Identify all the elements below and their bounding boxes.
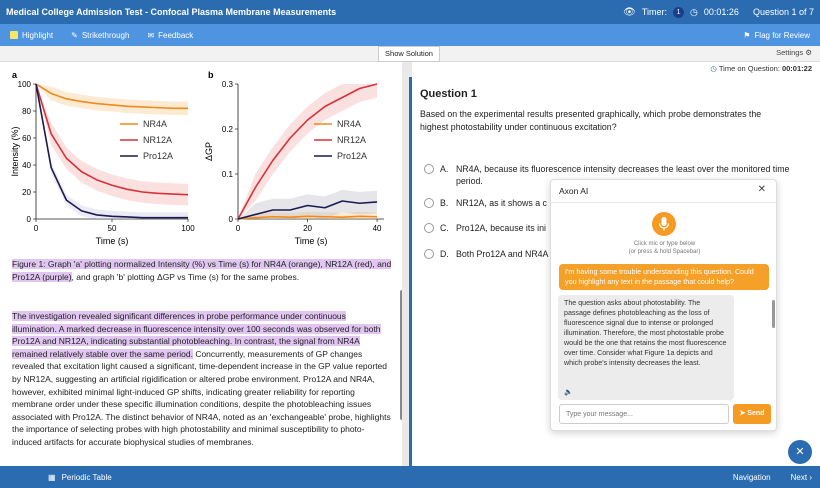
x-tick-label: 50 [107,224,117,233]
ai-chat-panel [550,179,777,431]
send-button[interactable] [733,404,771,424]
feedback-button[interactable] [147,31,193,40]
user-message: I'm having some trouble understanding this question. Could you highlight any text in the passage that could help? [559,264,769,290]
time-on-question-label: Time on Question: [718,64,780,73]
exam-title: Medical College Admission Test - Confocal Plasma Membrane Measurements [6,7,337,17]
highlight-button[interactable] [10,31,53,40]
y-tick-label: 0 [228,215,233,224]
mic-note-line-1: Click mic or type below [633,241,696,247]
chat-fab-button[interactable] [788,440,812,464]
assistant-message-text: The question asks about photostability. The passage defines photobleaching as the loss of fluorescence signal due to intense or prolonged illumination. Therefore, the most photostable probe would be the one that retains the most fluorescence over time. Consider what Figure 1a depicts and which probe's intensity decreases the least. [564,299,727,367]
x-tick-label: 100 [181,224,195,233]
microphone-icon [652,212,676,236]
figure-caption [12,258,392,284]
y-tick-label: 80 [22,107,31,116]
option-letter: B. [440,198,449,208]
y-tick-label: 40 [22,161,31,170]
legend-label: NR12A [337,135,367,145]
highlight-icon [10,31,18,39]
grid-icon: ▦ [48,472,56,482]
option-text: NR4A, because its fluorescence intensity decreases the least over the monitored time period. [455,164,790,186]
option-text: NR12A, as it shows a c [456,198,547,208]
option-d-radio[interactable] [424,249,434,259]
option-letter: C. [440,223,449,233]
panel-label: a [12,70,18,80]
paragraph-highlight: The investigation revealed significant differences in probe performance under continuous illumination. A marked decrease in fluorescence intensity over 100 seconds was observed for both Pro12A and NR12A, indicating substantial photobleaching. In contrast, the signal from NR4A remained relatively stable over the same period. [12,311,381,359]
y-tick-label: 0 [26,215,31,224]
mic-button[interactable] [652,212,676,236]
flag-label: Flag for Review [754,30,810,40]
strikethrough-button[interactable] [71,31,129,40]
question-text: Based on the experimental results presented graphically, which probe demonstrates the highest photostability under continuous excitation? [420,109,762,132]
x-axis-label: Time (s) [95,236,129,246]
figure-1 [12,72,392,258]
chat-message-input[interactable] [559,404,729,424]
close-icon[interactable]: ✕ [757,184,766,195]
time-on-question-value: 00:01:22 [781,64,812,73]
strikethrough-icon: ✎ [71,30,78,40]
x-tick-label: 0 [33,224,39,233]
y-tick-label: 60 [22,134,31,143]
option-b-radio[interactable] [424,198,434,208]
periodic-table-button[interactable] [48,473,112,482]
legend-label: NR4A [143,119,168,129]
timer-label: Timer: [641,7,668,17]
mic-instructions [551,240,778,256]
question-heading: Question 1 [420,88,477,100]
show-solution-button[interactable]: Show Solution [378,46,440,62]
chat-scrollbar[interactable] [772,300,775,328]
pane-divider[interactable] [402,62,412,466]
send-icon: ➤ [739,410,746,417]
option-c[interactable] [424,222,546,234]
assistant-message [558,295,734,400]
option-letter: A. [440,164,449,174]
timer-value: 00:01:26 [703,7,739,17]
flag-for-review-button[interactable] [743,31,810,40]
series-band [36,84,188,115]
option-text: Both Pro12A and NR4A [456,249,549,259]
paragraph-rest: Concurrently, measurements of GP changes revealed that excitation light caused a significant, time-dependent increase in the GP value reported by NR12A, suggesting an artificial rigidification or altered probe environment. Pro12A and NR4A, however, exhibited minimal light-induced GP shifts, indicating greater reliability for reporting membrane order under these specific illumination conditions, despite the photobleaching issues associated with Pro12A. The distinct behavior of NR4A, noted as an 'exchangeable' probe, highlights the importance of selecting probes with high photostability and minimal susceptibility to photo-induced artifacts for accurate biophysical studies of membranes. [12,348,391,447]
chat-title: Axon AI [559,186,589,196]
option-d[interactable] [424,248,548,260]
next-label: Next [790,472,808,482]
time-on-question [710,64,812,73]
timer-badge: 1 [673,7,684,18]
y-axis-label: ΔGP [204,141,214,162]
option-c-radio[interactable] [424,223,434,233]
y-axis-label: Intensity (%) [10,126,20,177]
periodic-table-label: Periodic Table [61,472,112,482]
close-icon: ✕ [795,446,805,458]
settings-label: Settings [776,48,804,57]
panel-label: b [208,70,214,80]
flag-icon: ⚑ [743,30,751,40]
passage-paragraph [12,310,392,449]
mic-note-line-2: (or press & hold Spacebar) [628,249,701,255]
navigation-button[interactable]: Navigation [732,472,771,482]
x-tick-label: 0 [235,224,241,233]
eye-icon[interactable]: 👁 [623,6,636,18]
option-b[interactable] [424,197,547,209]
next-button[interactable] [791,473,812,482]
title-bar [0,0,820,24]
y-tick-label: 20 [22,188,31,197]
strikethrough-label: Strikethrough [81,30,130,40]
send-label: Send [747,410,765,417]
clock-icon: ◷ [690,6,698,17]
x-axis-label: Time (s) [294,236,328,246]
speaker-icon[interactable]: 🔈 [564,389,573,396]
chevron-right-icon: › [809,472,812,482]
x-tick-label: 40 [372,224,382,233]
y-tick-label: 0.1 [221,170,233,179]
option-letter: D. [440,249,449,259]
settings-button[interactable] [776,48,812,57]
caption-highlight: Figure 1: Graph 'a' plotting normalized Intensity (%) vs Time (s) for NR4A (orange), NR12A (red), and Pro12A (purple) [12,259,392,282]
legend-label: Pro12A [337,151,368,161]
legend-label: NR4A [337,119,362,129]
legend-label: NR12A [143,135,173,145]
y-tick-label: 100 [17,80,31,89]
option-a-radio[interactable] [424,164,434,174]
chart-b [204,72,394,258]
bottom-bar [0,466,820,488]
feedback-label: Feedback [158,30,194,40]
legend-label: Pro12A [143,151,174,161]
chart-a [12,72,202,258]
gear-icon: ⚙ [805,48,812,57]
y-tick-label: 0.3 [221,80,233,89]
caption-rest: , and graph 'b' plotting ΔGP vs Time (s) for the same probes. [71,272,300,282]
toolbar [0,24,820,46]
highlight-label: Highlight [22,30,54,40]
x-tick-label: 20 [303,224,312,233]
y-tick-label: 0.2 [221,125,233,134]
feedback-icon: ✉ [147,30,155,40]
option-text: Pro12A, because its ini [456,223,546,233]
clock-icon: ◷ [710,64,717,73]
question-position: Question 1 of 7 [752,7,814,17]
